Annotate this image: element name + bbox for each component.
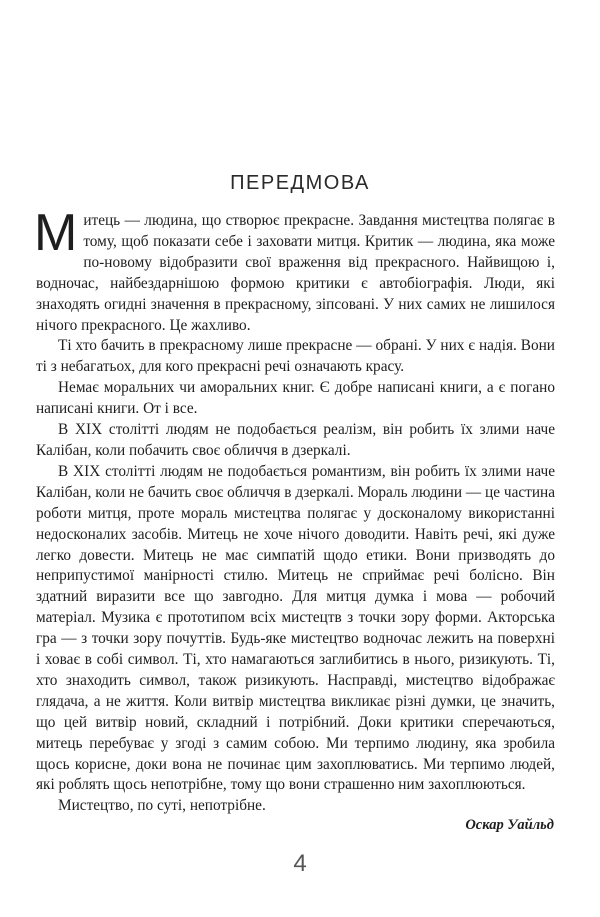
preface-text [34,204,555,817]
drop-cap-letter: М [34,204,78,262]
page-number: 4 [293,850,307,877]
paragraph-1-text: итець — людина, що створює прекрасне. Завдання мистецтва полягає в тому, щоб показати себе і заховати митця. Критик — людина, яка може по-новому відобразити свої враження від прекрасного. Найвищою і, водночас, найбездарнішою формою критики є автобіографія. Люди, які знаходять огидні значення в прекрасному, зіпсовані. У них самих не лишилося нічого прекрасного. Це жахливо. [36,212,555,334]
paragraph-1 [34,204,555,336]
author-signature: Оскар Уайльд [465,817,554,833]
chapter-heading: ПЕРЕДМОВА [230,172,370,194]
paragraph-5: В XIX столітті людям не подобається романтизм, він робить їх злими наче Калібан, коли не бачить своє обличчя в дзеркалі. Мораль людини — це частина роботи митця, проте мораль мистецтва полягає у досконалому використанні недосконалих засобів. Митець не хоче нічого доводити. Навіть речі, які дуже легко довести. Митець не має симпатій щодо етики. Вони призводять до неприпустимої манірності стилю. Митець не сприймає речі болісно. Він здатний виразити все що завгодно. Для митця думка і мова — робочий матеріал. Музика є прототипом всіх мистецтв з точки зору форми. Акторська гра — з точки зору почуттів. Будь-яке мистецтво водночас лежить на поверхні і ховає в собі символ. Ті, хто намагаються заглибитись в нього, ризикують. Ті, хто знаходить символ, також ризикують. Насправді, мистецтво відображає глядача, а не життя. Коли витвір мистецтва викликає різні думки, це значить, що цей витвір новий, складний і потрібний. Доки критики сперечаються, митець перебуває у згоді з самим собою. Ми терпимо людину, яка зробила щось корисне, доки вона не починає цим захоплюватись. Ми терпимо людей, які роблять щось непотрібне, тому що вони страшенно ним захоплюються. [36,462,555,794]
paragraph-2: Ті хто бачить в прекрасному лише прекрасне — обрані. У них є надія. Вони ті з небагатьох, для кого прекрасні речі означають красу. [36,337,555,376]
paragraph-4: В XIX столітті людям не подобається реалізм, він робить їх злими наче Калібан, коли побачить своє обличчя в дзеркалі. [36,421,555,459]
paragraph-3: Немає моральних чи аморальних книг. Є добре написані книги, а є погано написані книги. От і все. [36,379,555,418]
paragraph-6: Мистецтво, по суті, непотрібне. [58,797,266,815]
